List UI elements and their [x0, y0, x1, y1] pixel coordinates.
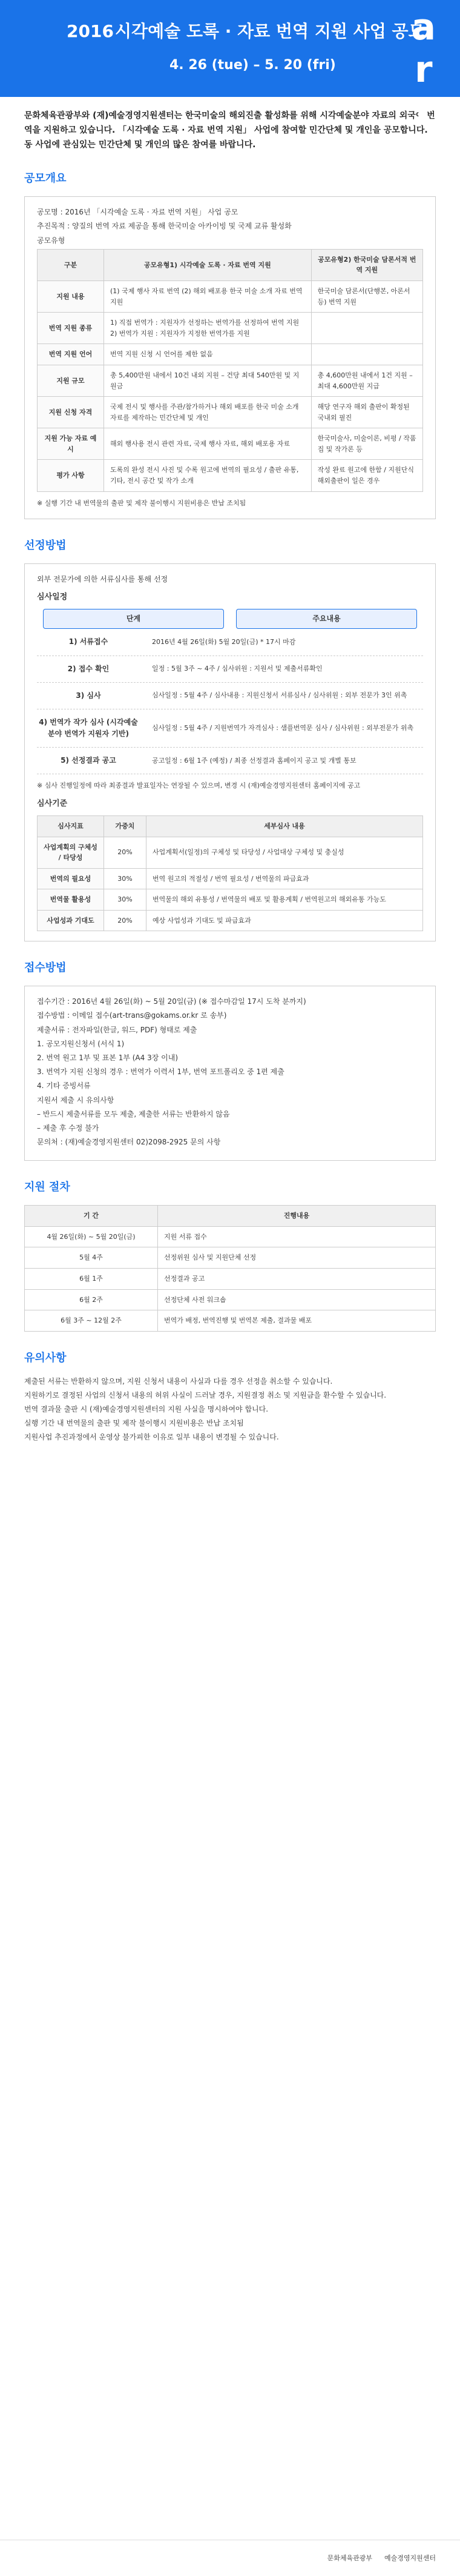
- deco-letter-a: a: [411, 6, 436, 48]
- table-header: 공모유형2) 한국미술 담론서적 번역 지원: [311, 249, 422, 281]
- table-row: 평가 사항 도록의 완성 전시 사진 및 수록 원고에 번역의 필요성 / 출판 유통, 기타, 전시 공간 및 작가 소개 작성 완료 원고에 한함 / 지원단식 해외출판이 일은 경우: [38, 460, 423, 491]
- table-row: 번역 지원 종류 1) 직접 번역가 : 지원자가 선정하는 번역가를 선정하여 번역 지원 2) 번역가 지원 : 지원자가 지정한 번역가를 지원: [38, 313, 423, 344]
- overview-line: 공모유형: [37, 236, 65, 245]
- application-title: 접수방법: [24, 961, 67, 975]
- application-period: 4. 26 (tue) – 5. 20 (fri): [169, 58, 336, 73]
- notice-section: 유의사항 제출된 서류는 반환하지 않으며, 지원 신청서 내용이 사실과 다를 경우 선정을 취소할 수 있습니다. 지원하기로 결정된 사업의 신청서 내용의 허위 사실이 드러날 경우, 지원결정 취소 및 지원금을 환수할 수 있습니다. 번역 결과물 출판 시 (재)예술경영지원센터의 지원 사실을 명시하여야 합니다. 실행 기간 내 번역물의 출판 및 제작 불이행시 지원비용은 반납 조치됨 지원사업 추진과정에서 운영상 불가피한 이유로 일부 내용이 변경될 수 있습니다.: [24, 1350, 436, 1444]
- table-row: 4월 26일(화) ~ 5월 20일(금) 지원 서류 접수: [25, 1226, 436, 1247]
- overview-section: [24, 170, 436, 519]
- criteria-table: 심사지표 가중치 세부심사 내용 사업계획의 구체성 / 타당성 20% 사업계획서(일정)의 구체성 및 타당성 / 사업대상 구체성 및 충실성 번역의 필요성 30% 번역 원고의 적절성 / 번역 필요성 / 번역물의 파급효과 번역물 활용성 30% 번역물의 해외 유통성 / 번역물의 배포 및 활용계획 / 번역원고의 해외유통 가능도 사업성과 기대도 20% 예상 사업성과 기대도 및 파급효과: [37, 815, 423, 932]
- application-box: 접수기간 : 2016년 4월 26일(화) ~ 5월 20일(금) (※ 접수마감일 17시 도착 분까지) 접수방법 : 이메일 접수(art-trans@gokams.or.kr 로 송부) 제출서류 : 전자파일(한글, 워드, PDF) 형태로 제출 1. 공모지원신청서 (서식 1) 2. 번역 원고 1부 및 표본 1부 (A4 3장 이내) 3. 번역가 지원 신청의 경우 : 번역가 이력서 1부, 번역 포트폴리오 중 1편 제출 4. 기타 증빙서류 지원서 제출 시 유의사항 – 반드시 제출서류를 모두 제출, 제출한 서류는 반환하지 않음 – 제출 후 수정 불가 문의처 : (재)예술경영지원센터 02)2098-2925 문의 사항: [24, 986, 436, 1161]
- table-header: 구분: [38, 249, 104, 281]
- footer: [0, 2540, 460, 2576]
- kams-logo: 예술경영지원센터: [384, 2554, 436, 2562]
- selection-note: ※ 심사 진행일정에 따라 최종결과 발표일자는 연장될 수 있으며, 변경 시 (재)예술경영지원센터 홈페이지에 공고: [37, 782, 361, 790]
- table-row: 지원 가능 자료 예시 해외 행사용 전시 관련 자료, 국제 행사 자료, 해외 배포용 자료 한국미술사, 미술이론, 비평 / 작품집 및 작가론 등: [38, 428, 423, 460]
- table-row: 5월 4주 선정위원 심사 및 지원단체 선정: [25, 1247, 436, 1269]
- schedule-table: 기 간 진행내용 4월 26일(화) ~ 5월 20일(금) 지원 서류 접수 5월 4주 선정위원 심사 및 지원단체 선정 6월 1주 선정결과 공고 6월 2주 선정단체 사전 워크숍 6월 3주 ~ 12월 2주 번역가 배정, 번역진행 및 번역본 제출, 결과물 배포: [24, 1205, 436, 1332]
- process-row: 4) 번역가 작가 심사 (시각예술분야 번역가 지원자 기반) 심사일정 : 5월 4주 / 지원번역가 자격심사 : 샘플번역문 심사 / 심사위원 : 외부전문가 위촉: [37, 709, 423, 748]
- page-title: 시각예술 도록 · 자료 번역 지원 사업 공모: [115, 21, 425, 41]
- process-title: 심사일정: [37, 593, 68, 602]
- table-note: ※ 실행 기간 내 번역물의 출판 및 제작 불이행시 지원비용은 반납 조치됨: [37, 499, 246, 507]
- email-link[interactable]: 접수방법 : 이메일 접수(art-trans@gokams.or.kr 로 송부): [37, 1011, 227, 1020]
- overview-line: 추진목적 : 양질의 번역 자료 제공을 통해 한국미술 아카이빙 및 국제 교류 활성화: [37, 222, 292, 231]
- schedule-title: 지원 절차: [24, 1181, 70, 1194]
- table-row: 6월 1주 선정결과 공고: [25, 1268, 436, 1289]
- process-row: 2) 접수 확인 일정 : 5월 3주 ~ 4주 / 심사위원 : 지원서 및 제출서류확인: [37, 656, 423, 683]
- overview-table: [37, 249, 423, 492]
- overview-title: 공모개요: [24, 172, 67, 185]
- table-row: 번역의 필요성 30% 번역 원고의 적절성 / 번역 필요성 / 번역물의 파급효과: [38, 868, 423, 889]
- application-section: [24, 960, 436, 1161]
- process-row: 3) 심사 심사일정 : 5월 4주 / 심사내용 : 지원신청서 서류심사 / 심사위원 : 외부 전문가 3인 위촉: [37, 683, 423, 709]
- process-head: 단계 주요내용: [37, 609, 423, 629]
- deco-letter-r: r: [414, 48, 433, 91]
- selection-section: [24, 537, 436, 941]
- table-header: 공모유형1) 시각예술 도록 · 자료 번역 지원: [104, 249, 312, 281]
- intro-text: 문화체육관광부와 (재)예술경영지원센터는 한국미술의 해외진출 활성화를 위해 시각예술분야 자료의 외국어 번역을 지원하고 있습니다. 「시각예술 도록 · 자료 번역 지원」 사업에 참여할 민간단체 및 개인을 공모합니다. 동 사업에 관심있는 민간단체 및 개인의 많은 참여를 바랍니다.: [24, 111, 435, 150]
- table-row: 6월 3주 ~ 12월 2주 번역가 배정, 번역진행 및 번역본 제출, 결과물 배포: [25, 1310, 436, 1332]
- selection-title: 선정방법: [24, 539, 67, 553]
- table-row: 사업계획의 구체성 / 타당성 20% 사업계획서(일정)의 구체성 및 타당성 / 사업대상 구체성 및 충실성: [38, 837, 423, 868]
- selection-intro: 외부 전문가에 의한 서류심사를 통해 선정: [37, 575, 168, 584]
- overview-box: [24, 196, 436, 519]
- overview-line: 공모명 : 2016년 「시각예술 도록 · 자료 번역 지원」 사업 공모: [37, 208, 238, 217]
- table-row: 지원 규모 총 5,400만원 내에서 10건 내외 지원 – 건당 최대 540만원 및 지원금 총 4,600만원 내에서 1건 지원 – 최대 4,600만원 지급: [38, 365, 423, 396]
- process-row: 5) 선정결과 공고 공고일정 : 6월 1주 (예정) / 최종 선정결과 홈페이지 공고 및 개별 통보: [37, 748, 423, 774]
- table-row: 사업성과 기대도 20% 예상 사업성과 기대도 및 파급효과: [38, 910, 423, 931]
- notice-title: 유의사항: [24, 1351, 67, 1364]
- ministry-logo: 문화체육관광부: [327, 2554, 372, 2562]
- table-row: 지원 내용 (1) 국제 행사 자료 번역 (2) 해외 배포용 한국 미술 소개 자료 번역 지원 한국미술 담론서(단행본, 아론서 등) 번역 지원: [38, 281, 423, 312]
- deco-letters: [412, 6, 436, 133]
- table-row: 번역물 활용성 30% 번역물의 해외 유통성 / 번역물의 배포 및 활용계획 / 번역원고의 해외유통 가능도: [38, 889, 423, 911]
- table-row: 번역 지원 언어 번역 지원 신청 시 언어를 제한 없음: [38, 344, 423, 365]
- schedule-section: [24, 1179, 436, 1331]
- selection-box: [24, 563, 436, 941]
- criteria-title: 심사기준: [37, 799, 68, 809]
- deco-letter-t: t: [415, 91, 433, 133]
- year-label: 2016: [67, 21, 114, 41]
- process-row: 1) 서류접수 2016년 4월 26일(화) 5월 20일(금) * 17시 마감: [37, 629, 423, 656]
- table-row: 지원 신청 자격 국제 전시 및 행사를 주관/참가하거나 해외 배포를 한국 미술 소개 자료를 제작하는 민간단체 및 개인 해당 연구자 해외 출판이 확정된 국내외 필진: [38, 397, 423, 428]
- table-row: 6월 2주 선정단체 사전 워크숍: [25, 1289, 436, 1310]
